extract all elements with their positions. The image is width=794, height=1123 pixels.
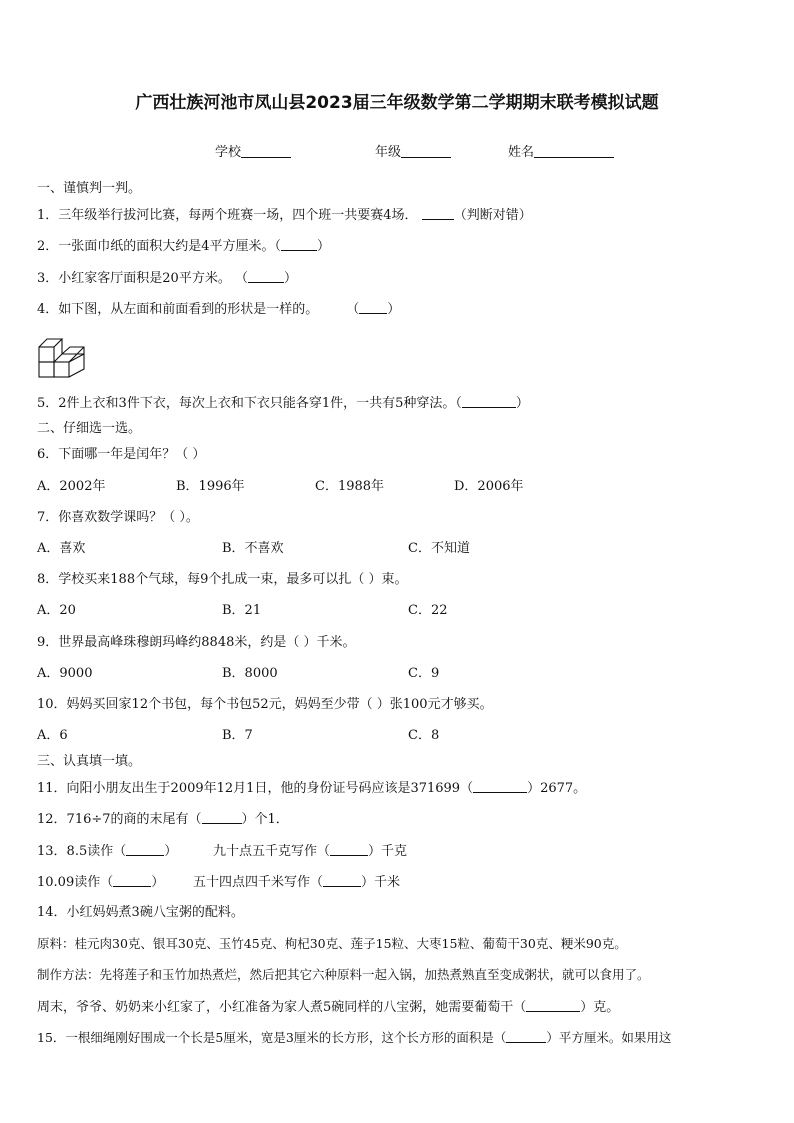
question-11-suffix: ）2677。 — [527, 781, 587, 796]
question-6-option-b[interactable]: B．1996年 — [176, 479, 245, 494]
question-15 — [37, 1030, 671, 1046]
name-label: 姓名 — [508, 145, 535, 160]
question-2-answer-blank[interactable] — [281, 238, 317, 251]
question-5-text: 5．2件上衣和3件下衣，每次上衣和下衣只能各穿1件，一共有5种穿法。（ — [37, 396, 462, 411]
question-15-text: 15．一根细绳刚好围成一个长是5厘米，宽是3厘米的长方形，这个长方形的面积是（ — [37, 1030, 507, 1045]
question-4-answer-blank[interactable] — [359, 301, 387, 314]
question-4-suffix: ） — [387, 302, 401, 317]
question-13a-text: 13．8.5读作（ — [37, 844, 127, 859]
question-13c-text: 10.09读作（ — [37, 875, 114, 890]
question-7-option-a[interactable]: A．喜欢 — [37, 541, 86, 556]
question-13c-answer-blank[interactable] — [113, 874, 151, 887]
question-13d-text: 五十四点四千米写作（ — [193, 875, 324, 890]
question-14-method: 制作方法：先将莲子和玉竹加热煮烂，然后把其它六种原料一起入锅，加热煮熟直至变成粥状，就可以食用了。 — [37, 967, 650, 982]
question-6-option-a[interactable]: A．2002年 — [37, 479, 106, 494]
school-blank[interactable] — [241, 144, 291, 158]
question-14: 14．小红妈妈煮3碗八宝粥的配料。 — [37, 905, 244, 920]
question-9-option-b[interactable]: B．8000 — [222, 666, 278, 681]
question-8-option-c[interactable]: C．22 — [408, 603, 448, 618]
question-13a-suffix: ） — [164, 844, 178, 859]
question-5-answer-blank[interactable] — [462, 395, 516, 408]
question-14-answer-blank[interactable] — [526, 999, 580, 1012]
question-14-question — [37, 999, 619, 1016]
question-15-suffix: ）平方厘米。如果用这 — [546, 1030, 672, 1045]
question-11-text: 11．向阳小朋友出生于2009年12月1日，他的身份证号码应该是371699（ — [37, 781, 474, 796]
question-12 — [37, 811, 289, 828]
question-12-suffix: ）个1． — [241, 812, 289, 827]
question-3-suffix: ） — [283, 271, 297, 286]
question-8-option-a[interactable]: A．20 — [37, 603, 76, 618]
question-13d-suffix: ）千米 — [361, 875, 401, 890]
question-13b-text: 九十点五千克写作（ — [213, 844, 331, 859]
question-11-answer-blank[interactable] — [473, 780, 527, 793]
question-13-row-2 — [37, 874, 164, 891]
question-1-text: 1．三年级举行拔河比赛，每两个班赛一场，四个班一共要赛4场． — [37, 208, 418, 223]
question-1-suffix: （判断对错） — [453, 208, 532, 223]
question-7: 7．你喜欢数学课吗？（ ）。 — [37, 510, 199, 525]
question-9-option-c[interactable]: C．9 — [408, 666, 440, 681]
cube-stack-figure — [37, 330, 89, 382]
school-field — [215, 141, 291, 160]
question-1-answer-blank[interactable] — [422, 207, 454, 220]
question-10-option-c[interactable]: C．8 — [408, 728, 440, 743]
question-12-text: 12．716÷7的商的末尾有（ — [37, 812, 202, 827]
question-1 — [37, 207, 532, 224]
question-11 — [37, 780, 586, 797]
question-2-suffix: ） — [317, 239, 331, 254]
question-8-option-b[interactable]: B．21 — [222, 603, 262, 618]
question-4 — [37, 301, 400, 318]
question-8: 8．学校买来188个气球，每9个扎成一束，最多可以扎（ ）束。 — [37, 572, 408, 587]
question-6-option-c[interactable]: C．1988年 — [315, 479, 385, 494]
question-5 — [37, 395, 529, 412]
question-10-option-a[interactable]: A．6 — [37, 728, 68, 743]
question-3 — [37, 270, 297, 287]
section-title-fill: 三、认真填一填。 — [37, 754, 142, 769]
question-14-question-text: 周末，爷爷、奶奶来小红家了，小红准备为家人煮5碗同样的八宝粥，她需要葡萄干（ — [37, 1000, 527, 1015]
question-7-option-b[interactable]: B．不喜欢 — [222, 541, 284, 556]
question-10: 10．妈妈买回家12个书包，每个书包52元，妈妈至少带（ ）张100元才够买。 — [37, 697, 493, 712]
question-3-answer-blank[interactable] — [248, 270, 284, 283]
question-7-option-c[interactable]: C．不知道 — [408, 541, 470, 556]
question-15-answer-blank[interactable] — [506, 1030, 546, 1043]
name-field — [508, 141, 614, 160]
section-title-judge: 一、谨慎判一判。 — [37, 181, 142, 196]
question-2 — [37, 238, 330, 255]
question-4-text: 4．如下图，从左面和前面看到的形状是一样的。 — [37, 302, 319, 317]
question-13d-answer-blank[interactable] — [323, 874, 361, 887]
question-14-ingredients: 原料：桂元肉30克、银耳30克、玉竹45克、枸杞30克、莲子15粒、大枣15粒、葡萄干30克、粳米90克。 — [37, 936, 627, 951]
question-13b — [213, 843, 407, 860]
question-2-text: 2．一张面巾纸的面积大约是4平方厘米。（ — [37, 239, 282, 254]
page-title: 广西壮族河池市凤山县2023届三年级数学第二学期期末联考模拟试题 — [135, 93, 659, 113]
question-4-open-paren: （ — [346, 302, 360, 317]
question-13-row-1 — [37, 843, 177, 860]
question-14-suffix: ）克。 — [580, 1000, 620, 1015]
question-10-option-b[interactable]: B．7 — [222, 728, 253, 743]
question-13d — [193, 874, 400, 891]
question-6-option-d[interactable]: D．2006年 — [454, 479, 524, 494]
question-13a-answer-blank[interactable] — [126, 843, 164, 856]
question-6: 6．下面哪一年是闰年？（ ） — [37, 447, 206, 462]
question-12-answer-blank[interactable] — [202, 811, 242, 824]
section-title-choose: 二、仔细选一选。 — [37, 421, 142, 436]
question-9: 9．世界最高峰珠穆朗玛峰约8848米，约是（ ）千米。 — [37, 635, 356, 650]
question-13c-suffix: ） — [151, 875, 165, 890]
grade-label: 年级 — [375, 145, 402, 160]
question-9-option-a[interactable]: A．9000 — [37, 666, 93, 681]
name-blank[interactable] — [534, 144, 614, 158]
grade-blank[interactable] — [401, 144, 451, 158]
school-label: 学校 — [215, 145, 242, 160]
question-13b-suffix: ）千克 — [368, 844, 408, 859]
grade-field — [375, 141, 451, 160]
question-13b-answer-blank[interactable] — [330, 843, 368, 856]
question-3-text: 3．小红家客厅面积是20平方米。 （ — [37, 271, 248, 286]
question-5-suffix: ） — [515, 396, 529, 411]
